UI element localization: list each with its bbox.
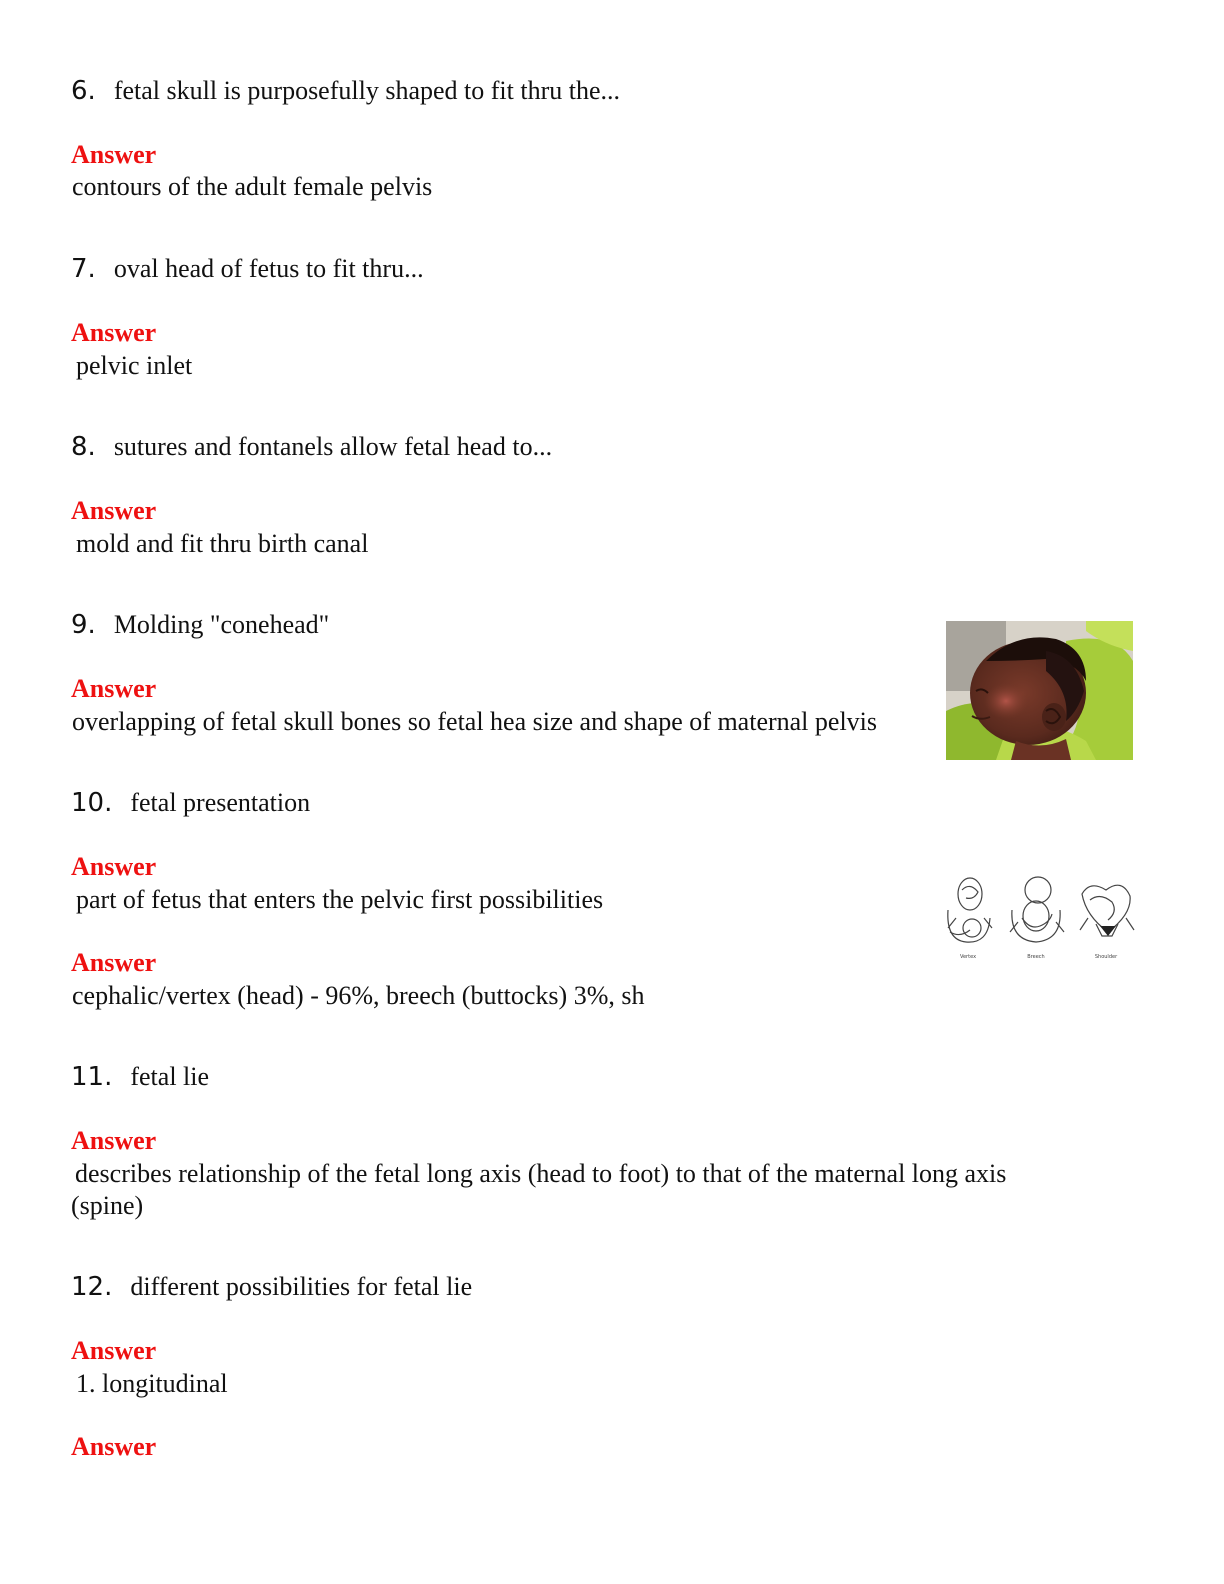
answer-label: Answer — [71, 1126, 157, 1155]
question-text: Molding "conehead" — [113, 610, 330, 639]
question-text: fetal skull is purposefully shaped to fit thru the... — [113, 76, 620, 105]
answer-text: 1. longitudinal — [76, 1369, 228, 1398]
question-7 — [71, 254, 424, 284]
answer-label: Answer — [71, 1432, 157, 1461]
answer-text: contours of the adult female pelvis — [72, 172, 433, 201]
answer-text: describes relationship of the fetal long axis (head to foot) to that of the maternal long axis (spine) — [71, 1159, 1007, 1220]
answer-text: pelvic inlet — [76, 351, 193, 380]
question-6 — [71, 76, 620, 106]
answer-label: Answer — [71, 852, 157, 881]
answer-label: Answer — [71, 1336, 157, 1365]
question-9 — [71, 610, 329, 640]
question-number: 7. — [71, 254, 96, 284]
question-number: 6. — [71, 76, 96, 106]
question-12 — [71, 1272, 472, 1302]
answer-label: Answer — [71, 948, 157, 977]
answer-label: Answer — [71, 496, 157, 525]
answer-label: Answer — [71, 318, 157, 347]
answer-text: cephalic/vertex (head) - 96%, breech (buttocks) 3%, sh — [72, 981, 645, 1010]
question-10 — [71, 788, 310, 818]
question-number: 9. — [71, 610, 96, 640]
question-8 — [71, 432, 552, 462]
question-number: 11. — [71, 1062, 113, 1092]
answer-text: mold and fit thru birth canal — [76, 529, 369, 558]
question-text: sutures and fontanels allow fetal head to... — [113, 432, 553, 461]
shoulder-label: Shoulder — [1094, 954, 1118, 960]
question-text: oval head of fetus to fit thru... — [113, 254, 424, 283]
breech-label: Breech — [1027, 954, 1045, 960]
question-number: 8. — [71, 432, 96, 462]
answer-label: Answer — [71, 674, 157, 703]
question-11 — [71, 1062, 209, 1092]
question-text: different possibilities for fetal lie — [130, 1272, 473, 1301]
answer-text: overlapping of fetal skull bones so fetal hea size and shape of maternal pelvis — [72, 707, 878, 736]
question-number: 10. — [71, 788, 113, 818]
question-text: fetal presentation — [130, 788, 311, 817]
answer-label: Answer — [71, 140, 157, 169]
answer-text: part of fetus that enters the pelvic first possibilities — [76, 885, 604, 914]
newborn-molded-head-photo — [946, 621, 1133, 760]
vertex-label: Vertex — [959, 954, 977, 960]
question-text: fetal lie — [130, 1062, 210, 1091]
question-number: 12. — [71, 1272, 113, 1302]
fetal-presentation-diagram — [940, 870, 1136, 962]
